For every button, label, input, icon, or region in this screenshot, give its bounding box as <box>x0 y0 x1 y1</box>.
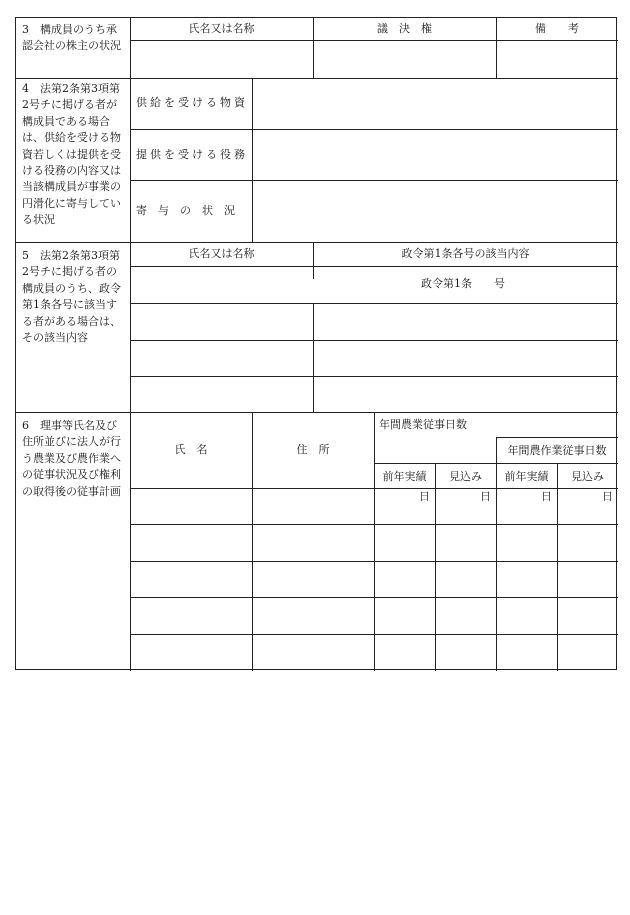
section-3-name-header: 氏名又は名称 <box>188 22 255 35</box>
divider <box>252 78 253 242</box>
section-4-supply-label: 供給を受ける物資 <box>136 96 248 109</box>
section-3-notes-header: 備 考 <box>535 22 579 35</box>
section-5-title: 5 法第2条第3項第2号チに掲げる者の構成員のうち、政令第1条各号に該当する者がある場合は、その該当内容 <box>22 249 121 345</box>
section-6-farming-expected-header: 見込み <box>449 470 482 483</box>
section-3-title: 3 構成員のうち承認会社の株主の状況 <box>22 23 121 53</box>
section-4-service-label: 提供を受ける役務 <box>136 148 248 161</box>
section-6-day-unit: 日 <box>419 490 430 503</box>
divider <box>130 180 618 181</box>
divider <box>130 266 618 267</box>
divider <box>130 376 618 377</box>
section-6-title: 6 理事等氏名及び住所並びに法人が行う農業及び農作業への従事状況及び権利の取得後の従事計画 <box>22 419 121 498</box>
section-5-first-row-value: 政令第1条 号 <box>421 277 505 290</box>
section-6-farmwork-days-header: 年間農作業従事日数 <box>507 444 607 457</box>
divider <box>130 18 131 671</box>
section-5-content-header: 政令第1条各号の該当内容 <box>401 247 530 260</box>
divider <box>130 303 618 304</box>
application-form-page <box>15 17 617 670</box>
divider <box>16 78 618 79</box>
divider <box>374 412 375 671</box>
section-6-day-unit: 日 <box>602 490 613 503</box>
divider <box>496 437 618 438</box>
section-6-name-header: 氏 名 <box>174 443 208 456</box>
divider <box>130 340 618 341</box>
section-5-name-header: 氏名又は名称 <box>188 247 255 260</box>
divider <box>130 129 618 130</box>
section-6-farming-days-header: 年間農業従事日数 <box>379 418 467 431</box>
section-6-day-unit: 日 <box>480 490 491 503</box>
divider <box>313 303 314 412</box>
divider <box>16 242 618 243</box>
section-6-farming-prev-year-header: 前年実績 <box>382 470 427 483</box>
section-6-day-unit: 日 <box>541 490 552 503</box>
section-3-votes-header: 議 決 権 <box>377 22 432 35</box>
section-4-contribution-label: 寄 与 の 状 況 <box>136 204 235 217</box>
divider <box>130 40 618 41</box>
section-6-farmwork-prev-year-header: 前年実績 <box>504 470 549 483</box>
divider <box>16 412 618 413</box>
section-4-title: 4 法第2条第3項第2号チに掲げる者が構成員である場合は、供給を受ける物資若しくは提供を受ける役務の内容又は当該構成員が事業の円滑化に寄与している状況 <box>22 82 121 227</box>
section-6-farmwork-expected-header: 見込み <box>571 470 604 483</box>
section-6-address-header: 住 所 <box>296 443 330 456</box>
